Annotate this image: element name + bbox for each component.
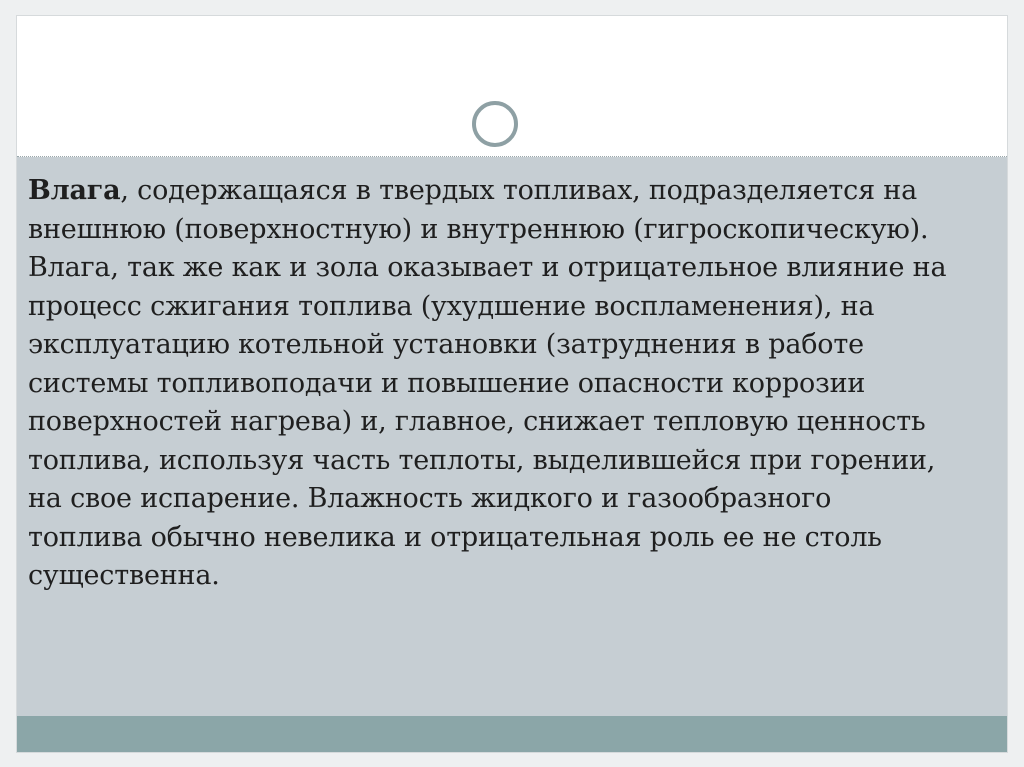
circle-ring-icon (465, 94, 525, 154)
ornament-ring (472, 101, 518, 147)
body-text: , содержащаяся в твердых топливах, подразделяется на внешнюю (поверхностную) и внутреннюю (гигроскопическую). Влага, так же как и зола оказывает и отрицательное влияние на процесс сжигания топлива (ухудшение воспламенения), на эксплуатацию котельной установки (затруднения в работе системы топливоподачи и повышение опасности коррозии поверхностей нагрева) и, главное, снижает тепловую ценность топлива, используя часть теплоты, выделившейся при горении, на свое испарение. Влажность жидкого и газообразного топлива обычно невелика и отрицательная роль ее не столь существенна. (28, 175, 947, 591)
body-paragraph (28, 172, 948, 596)
footer-bar (17, 716, 1007, 752)
body-bold-term: Влага (28, 175, 121, 206)
